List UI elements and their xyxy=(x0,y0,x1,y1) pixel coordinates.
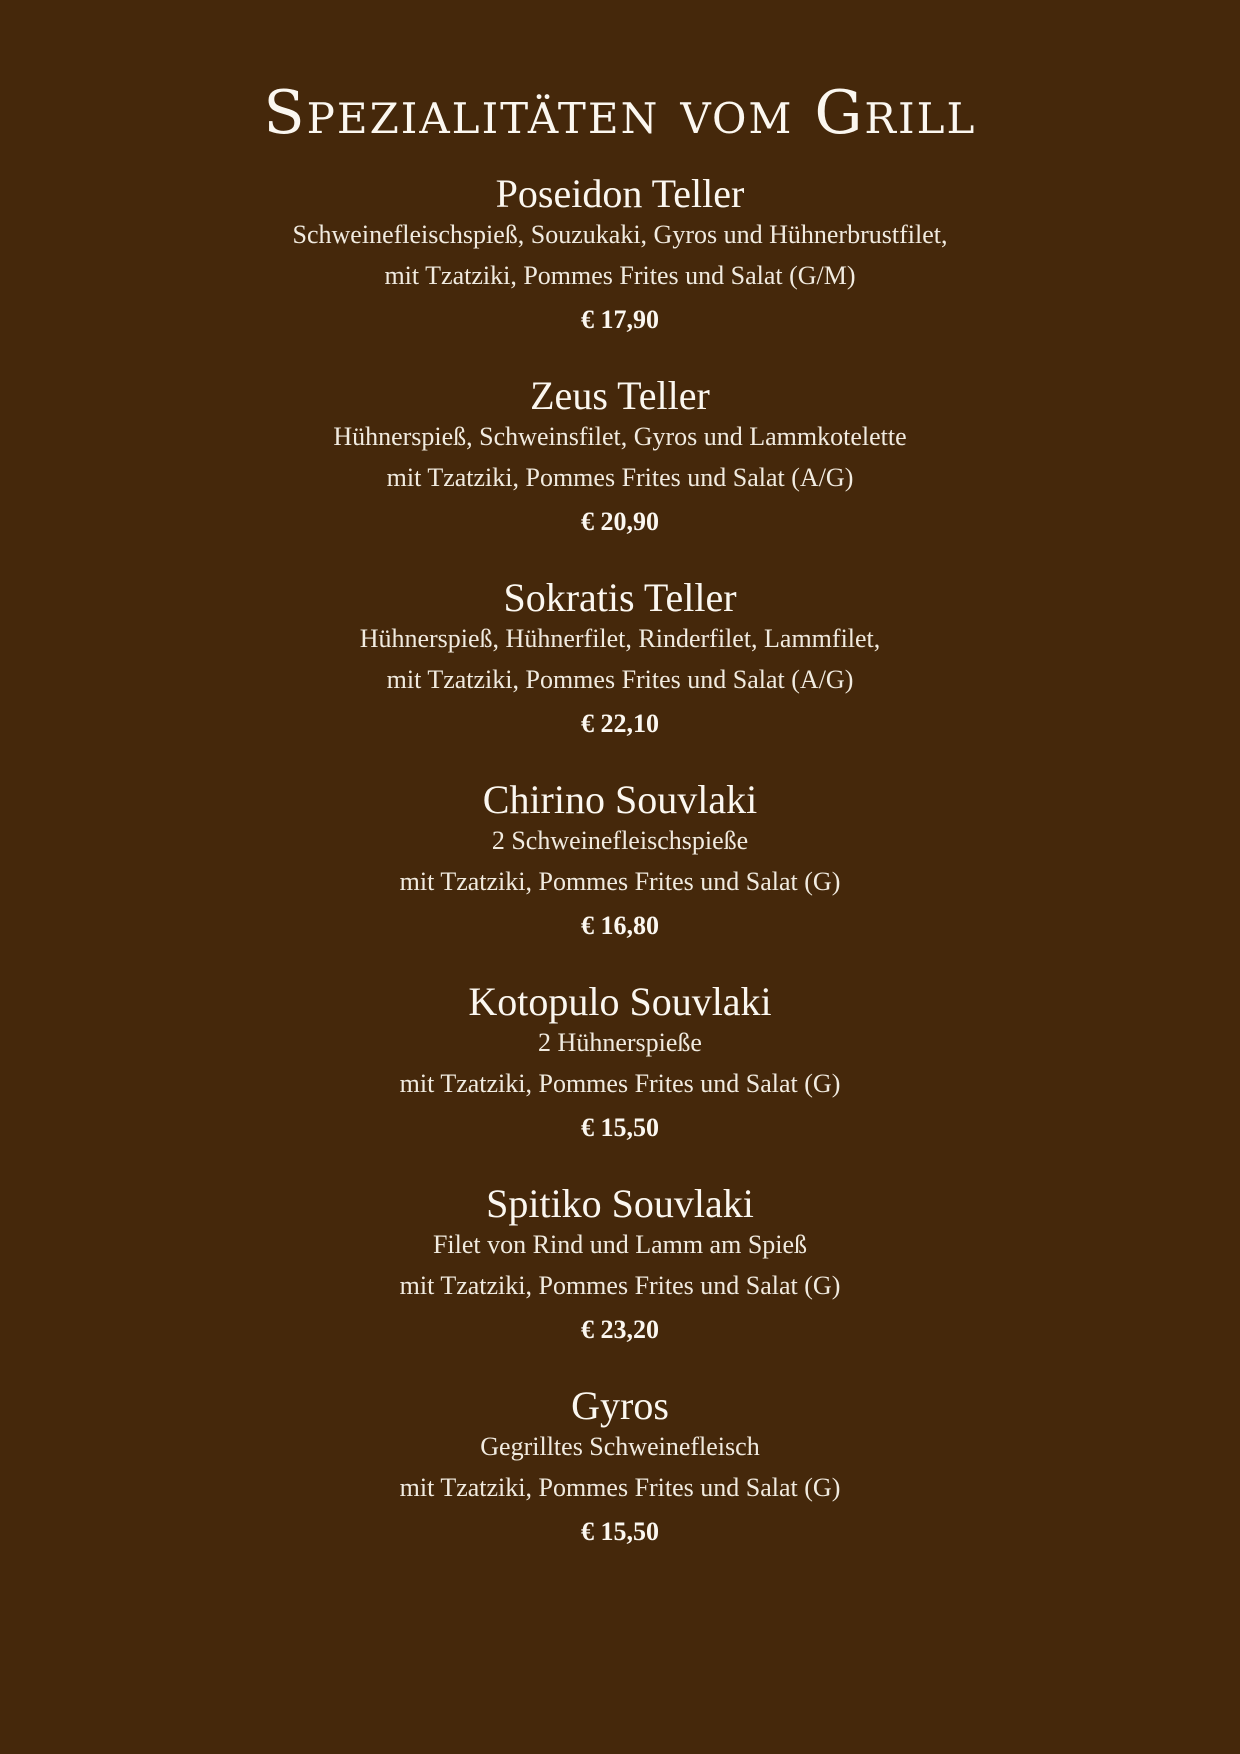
dish-sides: mit Tzatziki, Pommes Frites und Salat (G) xyxy=(399,1473,841,1502)
dish-description: 2 Hühnerspieße xyxy=(538,1028,702,1057)
dish-sides: mit Tzatziki, Pommes Frites und Salat (A/G) xyxy=(386,463,854,492)
dish-price: € 20,90 xyxy=(581,507,659,536)
dish-sides: mit Tzatziki, Pommes Frites und Salat (G/M) xyxy=(384,261,856,290)
dish-name: Sokratis Teller xyxy=(503,575,737,620)
dish-description: Schweinefleischspieß, Souzukaki, Gyros und Hühnerbrustfilet, xyxy=(292,220,948,249)
dish-spitiko-souvlaki xyxy=(0,1182,1240,1384)
dish-description: 2 Schweinefleischspieße xyxy=(491,826,749,855)
dish-price: € 23,20 xyxy=(581,1315,659,1344)
dish-kotopulo-souvlaki xyxy=(0,980,1240,1182)
dish-name: Spitiko Souvlaki xyxy=(486,1181,754,1226)
dish-name: Kotopulo Souvlaki xyxy=(468,979,772,1024)
dish-chirino-souvlaki xyxy=(0,778,1240,980)
dish-price: € 15,50 xyxy=(581,1517,659,1546)
dish-name: Poseidon Teller xyxy=(495,171,745,216)
dish-sokratis-teller xyxy=(0,576,1240,778)
dish-sides: mit Tzatziki, Pommes Frites und Salat (G) xyxy=(399,1271,841,1300)
dish-sides: mit Tzatziki, Pommes Frites und Salat (A/G) xyxy=(386,665,854,694)
dish-sides: mit Tzatziki, Pommes Frites und Salat (G) xyxy=(399,867,841,896)
dish-zeus-teller xyxy=(0,374,1240,576)
dish-sides: mit Tzatziki, Pommes Frites und Salat (G) xyxy=(399,1069,841,1098)
dish-description: Filet von Rind und Lamm am Spieß xyxy=(432,1230,808,1259)
dish-price: € 16,80 xyxy=(581,911,659,940)
page-title: Spezialitäten vom Grill xyxy=(263,78,977,148)
dish-description: Hühnerspieß, Schweinsfilet, Gyros und Lammkotelette xyxy=(333,422,907,451)
dish-name: Zeus Teller xyxy=(530,373,710,418)
dish-description: Hühnerspieß, Hühnerfilet, Rinderfilet, Lammfilet, xyxy=(359,624,881,653)
dish-gyros xyxy=(0,1384,1240,1586)
dish-price: € 15,50 xyxy=(581,1113,659,1142)
dish-list xyxy=(0,172,1240,1586)
dish-poseidon-teller xyxy=(0,172,1240,374)
dish-price: € 17,90 xyxy=(581,305,659,334)
dish-name: Gyros xyxy=(571,1383,669,1428)
dish-description: Gegrilltes Schweinefleisch xyxy=(480,1432,760,1461)
dish-price: € 22,10 xyxy=(581,709,659,738)
dish-name: Chirino Souvlaki xyxy=(482,777,758,822)
